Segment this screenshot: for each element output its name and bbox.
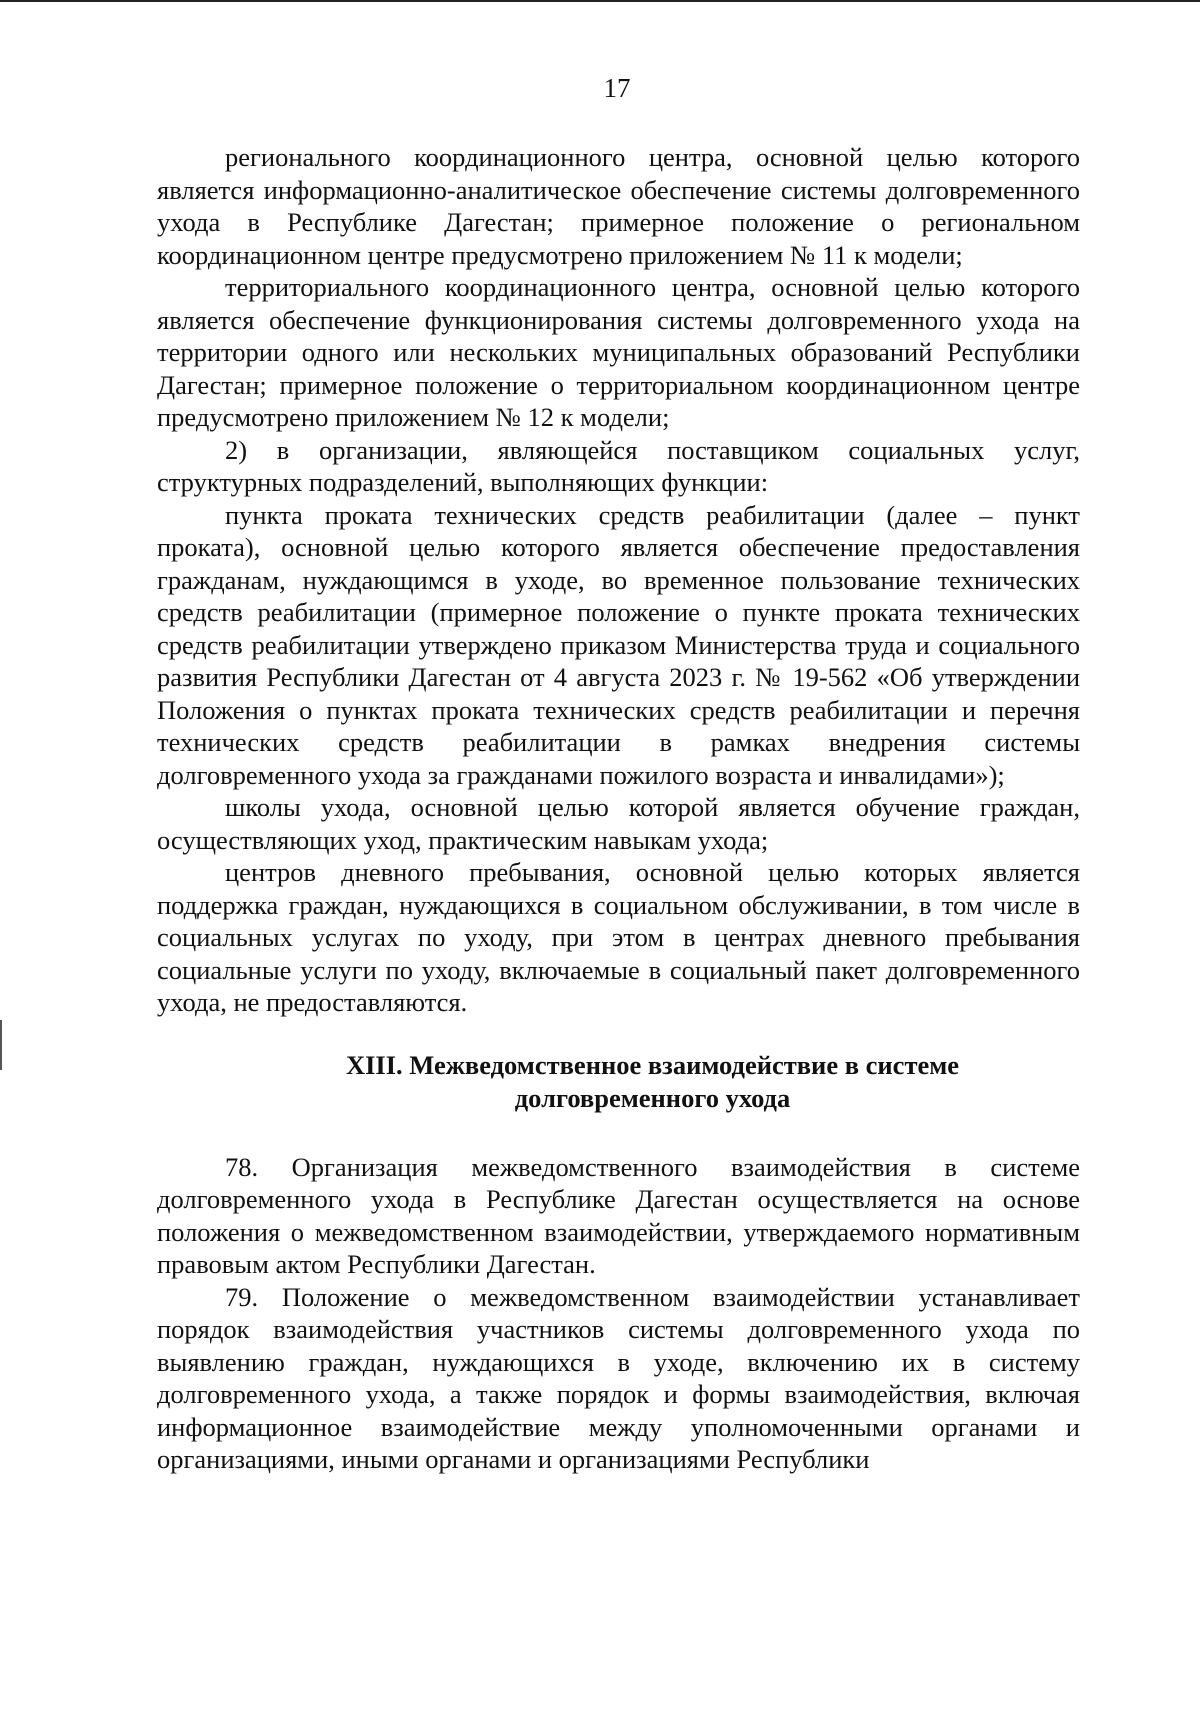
paragraph-day-centers: центров дневного пребывания, основной целью которых является поддержка граждан, нуждающихся в социальном обслуживании, в том числе в социальных услугах по уходу, при этом в центрах дневного пребывания социальные услуги по уходу, включаемые в социальный пакет долговременного ухода, не предоставляются. [157, 857, 1080, 1017]
section-heading-line-1: XIII. Межведомственное взаимодействие в системе [345, 1049, 960, 1080]
section-heading [157, 1049, 1080, 1115]
section-heading-line-2: долговременного ухода [514, 1082, 791, 1113]
paragraph-item-2: 2) в организации, являющейся поставщиком социальных услуг, структурных подразделений, выполняющих функции: [157, 434, 1080, 497]
scan-top-edge [0, 0, 1200, 2]
document-body [157, 141, 1080, 1476]
scan-left-mark [0, 1020, 2, 1070]
paragraph-regional-center: регионального координационного центра, основной целью которого является информационно-аналитическое обеспечение системы долговременного ухода в Республике Дагестан; примерное положение о региональном координационном центре предусмотрено приложением № 11 к модели; [157, 142, 1080, 270]
paragraph-care-school: школы ухода, основной целью которой является обучение граждан, осуществляющих уход, практическим навыкам ухода; [157, 792, 1080, 855]
paragraph-78: 78. Организация межведомственного взаимодействия в системе долговременного ухода в Республике Дагестан осуществляется на основе положения о межведомственном взаимодействии, утверждаемого нормативным правовым актом Республики Дагестан. [157, 1151, 1080, 1279]
page-number: 17 [603, 73, 631, 103]
paragraph-rental-point: пункта проката технических средств реабилитации (далее – пункт проката), основной целью которого является обеспечение предоставления гражданам, нуждающимся в уходе, во временное пользование технических средств реабилитации (примерное положение о пункте проката технических средств реабилитации утверждено приказом Министерства труда и социального развития Республики Дагестан от 4 августа 2023 г. № 19-562 «Об утверждении Положения о пунктах проката технических средств реабилитации и перечня технических средств реабилитации в рамках внедрения системы долговременного ухода за гражданами пожилого возраста и инвалидами»); [157, 499, 1080, 790]
paragraph-79: 79. Положение о межведомственном взаимодействии устанавливает порядок взаимодействия участников системы долговременного ухода по выявлению граждан, нуждающихся в уходе, включению их в систему долговременного ухода, а также порядок и формы взаимодействия, включая информационное взаимодействие между уполномоченными органами и организациями, иными органами и организациями Республики [157, 1281, 1080, 1474]
paragraph-territorial-center: территориального координационного центра, основной целью которого является обеспечение функционирования системы долговременного ухода на территории одного или нескольких муниципальных образований Республики Дагестан; примерное положение о территориальном координационном центре предусмотрено приложением № 12 к модели; [157, 272, 1080, 432]
